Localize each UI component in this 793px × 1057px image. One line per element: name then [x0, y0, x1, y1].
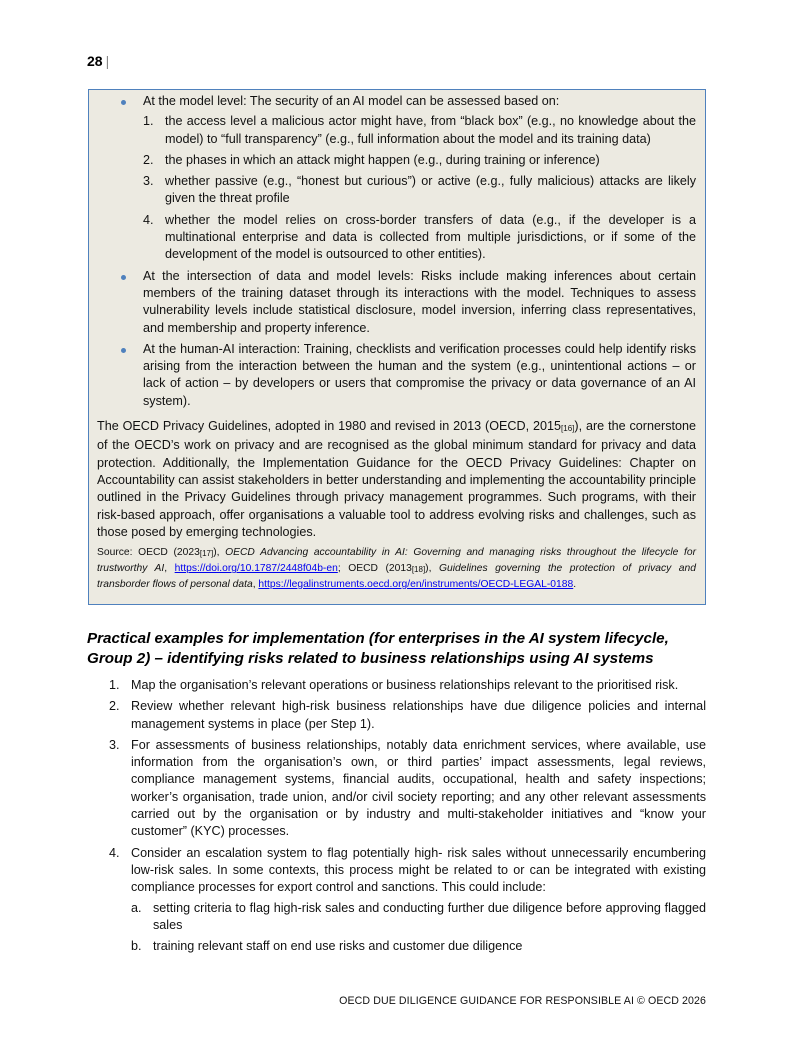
legal-instruments-link[interactable]: https://legalinstruments.oecd.org/en/instruments/OECD-LEGAL-0188	[258, 579, 574, 591]
source-note	[97, 545, 696, 592]
list-marker: 1.	[143, 114, 154, 129]
source-text: ; OECD (2013	[337, 563, 412, 575]
list-item-text: Map the organisation’s relevant operations or business relationships relevant to the prioritised risk.	[131, 678, 679, 692]
list-item-text: whether the model relies on cross-border transfers of data (e.g., if the developer is a multinational enterprise and data is collected from multiple jurisdictions, or if some of the development of the model is outsourced to other entities).	[165, 212, 696, 262]
citation-ref: [17]	[199, 549, 214, 559]
paragraph-text: ), are the cornerstone of the OECD’s work on privacy and are recognised as the global minimum standard for privacy and data protection. Additionally, the Implementation Guidance for the OECD Privacy Guidelines: Chapter on Accountability can assist stakeholders in better understanding and implementing the accountability principle outlined in the Privacy Guidelines through privacy management programmes. Such programs, with their risk-based approach, offer organisations a valuable tool to address evolving risks and challenges, such as those posed by emerging technologies.	[97, 419, 696, 539]
list-marker: b.	[131, 939, 142, 954]
list-item-text: Review whether relevant high-risk business relationships have due diligence policies and internal management systems in place (per Step 1).	[131, 699, 706, 731]
list-item-text: the access level a malicious actor might have, from “black box” (e.g., no knowledge about the model) to “full transparency” (e.g., full information about the model and its training data)	[165, 114, 696, 146]
model-level-sublist	[143, 113, 696, 263]
list-marker: 2.	[143, 152, 154, 167]
bullet-dot-icon	[121, 348, 126, 353]
page-number-value: 28	[87, 53, 103, 69]
bullet-text: At the intersection of data and model levels: Risks include making inferences about certain members of the training dataset through its interactions with the model. Techniques to assess vulnerability levels include statistical disclosure, model inversion, inferring class representatives, and membership and property inference.	[143, 268, 696, 335]
source-text: ,	[164, 563, 175, 575]
doi-link[interactable]: https://doi.org/10.1787/2448f04b-en	[174, 563, 338, 575]
paragraph-text: The OECD Privacy Guidelines, adopted in 1980 and revised in 2013 (OECD, 2015	[97, 419, 562, 434]
bullet-text: At the model level: The security of an AI model can be assessed based on:	[143, 94, 560, 108]
list-item	[143, 173, 696, 208]
list-item	[109, 677, 706, 694]
list-marker: 2.	[109, 699, 120, 714]
list-item	[143, 152, 696, 169]
list-marker: 3.	[143, 174, 154, 189]
source-title: OECD Advancing accountability in AI: Governing and managing risks throughout the lifecycle for trustworthy AI	[97, 547, 696, 575]
list-item	[109, 737, 706, 841]
citation-ref: [16]	[561, 424, 575, 434]
bullet-text: At the human-AI interaction: Training, checklists and verification processes could help identify risks arising from the interaction between the human and the system (e.g., unintentional actions – or lack of action – by developers or users that compromise the privacy or data governance of an AI system).	[143, 341, 696, 408]
list-marker: a.	[131, 900, 142, 915]
source-text: ,	[252, 579, 259, 591]
list-marker: 1.	[109, 678, 120, 692]
list-item-text: whether passive (e.g., “honest but curious”) or active (e.g., fully malicious) attacks are likely given the threat profile	[165, 174, 696, 206]
list-marker: 4.	[109, 845, 120, 860]
info-box	[88, 89, 706, 605]
privacy-guidelines-paragraph	[97, 418, 696, 541]
source-title: Guidelines governing the protection of privacy and transborder flows of personal data	[97, 563, 696, 591]
page-number-separator: |	[105, 53, 110, 69]
page-number	[87, 53, 109, 69]
bullet-dot-icon	[121, 275, 126, 280]
source-text: ),	[213, 547, 226, 559]
list-marker: 4.	[143, 212, 154, 227]
list-marker: 3.	[109, 737, 120, 752]
list-item-text: Consider an escalation system to flag potentially high- risk sales without unnecessarily encumbering low-risk sales. In some contexts, this process might be related to or can be integrated with existing compliance processes for export control and sanctions. This could include:	[131, 845, 706, 895]
list-item-text: setting criteria to flag high-risk sales and conducting further due diligence before approving flagged sales	[153, 900, 706, 932]
list-item	[109, 698, 706, 733]
list-item-text: For assessments of business relationships, notably data enrichment services, where available, use information from the organisation’s own, or third parties’ impact assessments, legal reviews, compliance management systems, financial audits, occupational, health and safety inspections; worker’s organisation, trade union, and/or civil society reporting; and any other relevant assessments carried out by the organisation or by industry and multi-stakeholder initiatives and “know your customer” (KYC) processes.	[131, 737, 706, 839]
list-item	[109, 845, 706, 956]
bullet-dot-icon	[121, 100, 126, 105]
escalation-sublist	[131, 900, 706, 956]
citation-ref: [18]	[411, 565, 426, 575]
practical-examples-list	[109, 677, 706, 959]
info-box-content	[97, 93, 696, 592]
page-footer: OECD DUE DILIGENCE GUIDANCE FOR RESPONSIBLE AI © OECD 2026	[339, 995, 706, 1007]
list-item-text: the phases in which an attack might happen (e.g., during training or inference)	[165, 152, 600, 167]
list-item	[143, 212, 696, 264]
bullet-human-ai-interaction	[97, 341, 696, 410]
bullet-data-model-intersection	[97, 268, 696, 337]
list-item	[143, 113, 696, 148]
source-text: Source: OECD (2023	[97, 547, 200, 559]
list-item-text: training relevant staff on end use risks and customer due diligence	[153, 939, 523, 954]
source-text: .	[573, 579, 577, 591]
list-item	[131, 938, 706, 955]
source-text: ),	[425, 563, 439, 575]
section-heading: Practical examples for implementation (for enterprises in the AI system lifecycle, Group 2) – identifying risks related to business relationships using AI systems	[87, 630, 669, 667]
bullet-model-level	[97, 93, 696, 264]
list-item	[131, 900, 706, 935]
